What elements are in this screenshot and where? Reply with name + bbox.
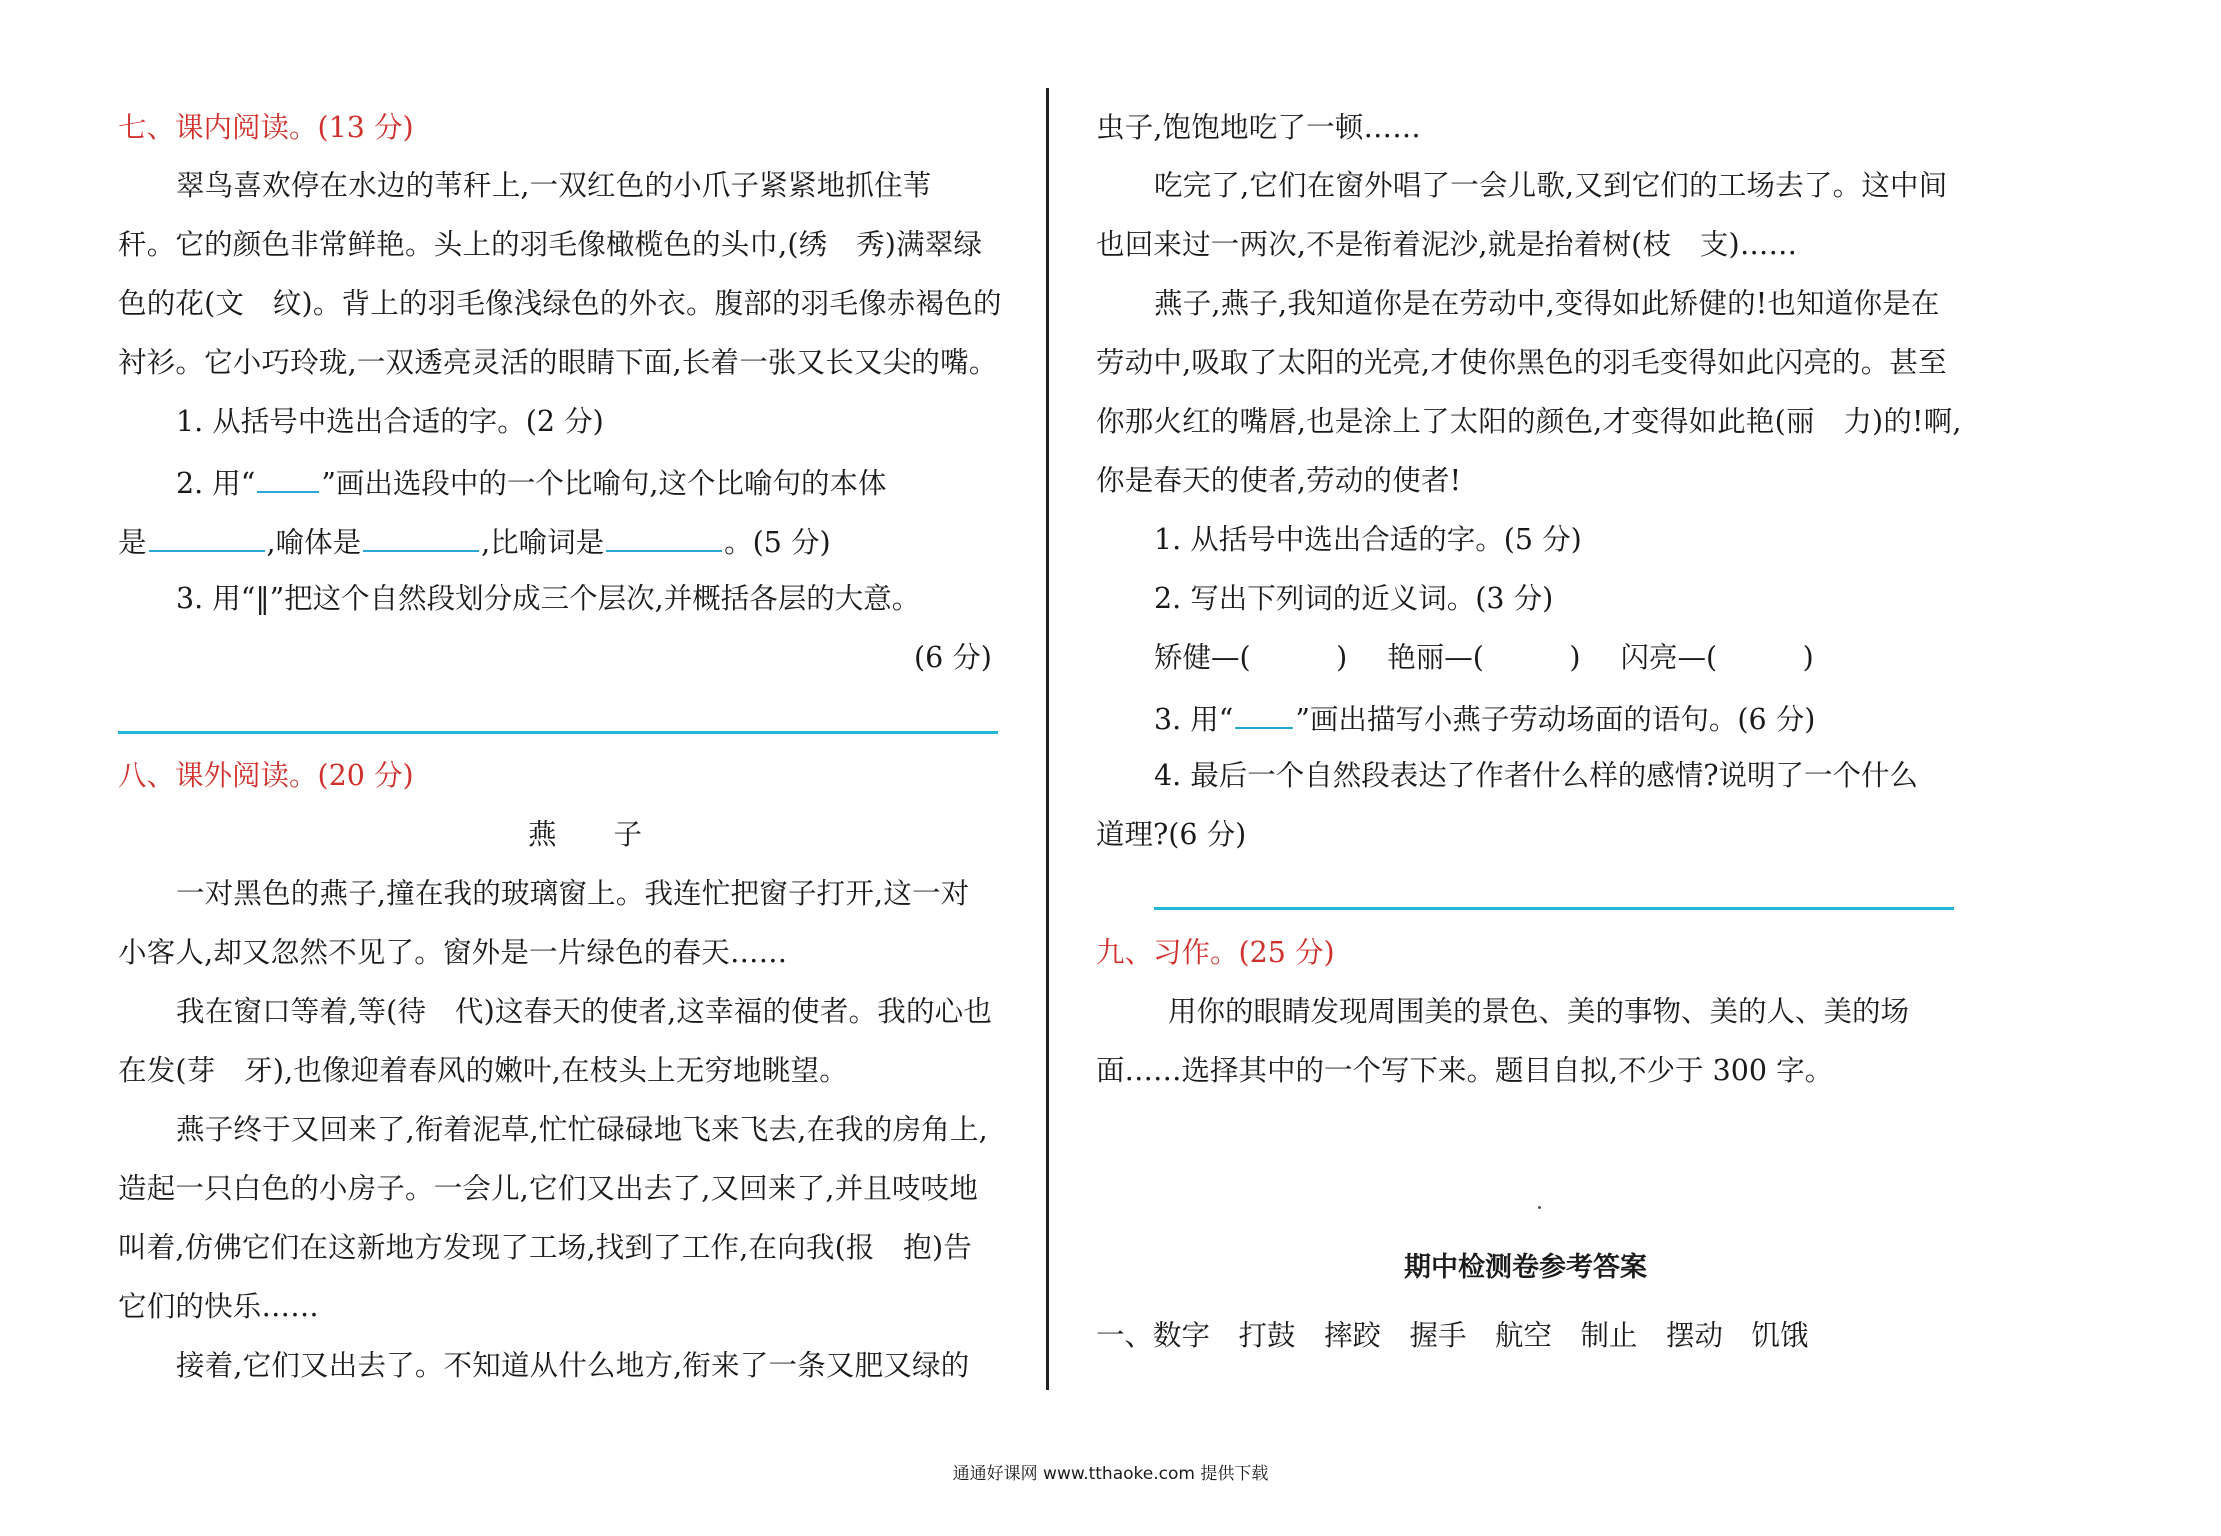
question-3 [1096, 697, 1815, 740]
sec8-line: 一对黑色的燕子,撞在我的玻璃窗上。我连忙把窗子打开,这一对 [176, 877, 970, 910]
answer-key-line: 一、数字 打鼓 摔跤 握手 航空 制止 摆动 饥饿 [1096, 1319, 1809, 1352]
passage-line: 燕子,燕子,我知道你是在劳动中,变得如此矫健的!也知道你是在 [1154, 287, 1940, 320]
synonym-item[interactable]: 闪亮—( ) [1620, 641, 1814, 674]
sec7-question-2 [118, 461, 886, 504]
question-2: 2. 写出下列词的近义词。(3 分) [1154, 582, 1554, 615]
q2-text: 。(5 分) [724, 526, 831, 559]
passage-line: 虫子,饱饱地吃了一顿…… [1096, 111, 1421, 144]
passage-title: 燕 子 [528, 818, 643, 851]
passage-line: 劳动中,吸取了太阳的光亮,才使你黑色的羽毛变得如此闪亮的。甚至 [1096, 346, 1947, 379]
question-4-cont: 道理?(6 分) [1096, 818, 1247, 851]
synonym-item[interactable]: 艳丽—( ) [1387, 641, 1581, 674]
question-1: 1. 从括号中选出合适的字。(5 分) [1154, 523, 1582, 556]
sec8-line: 接着,它们又出去了。不知道从什么地方,衔来了一条又肥又绿的 [176, 1349, 970, 1382]
section-7-heading: 七、课内阅读。(13 分) [118, 111, 414, 144]
section-separator [118, 731, 998, 734]
sec7-paragraph-line: 翠鸟喜欢停在水边的苇秆上,一双红色的小爪子紧紧地抓住苇 [176, 169, 932, 202]
column-divider [1046, 88, 1049, 1390]
section-9-heading: 九、习作。(25 分) [1096, 936, 1335, 969]
sec8-line: 我在窗口等着,等(待 代)这春天的使者,这幸福的使者。我的心也 [176, 995, 993, 1028]
question-4: 4. 最后一个自然段表达了作者什么样的感情?说明了一个什么 [1154, 759, 1919, 792]
q2-text: 是 [118, 526, 147, 559]
sec7-question-3-score: (6 分) [914, 641, 992, 674]
passage-line: 你那火红的嘴唇,也是涂上了太阳的颜色,才变得如此艳(丽 力)的!啊, [1096, 405, 1962, 438]
q2-text: ,比喻词是 [481, 526, 605, 559]
question-2-words [1096, 638, 1814, 678]
sec8-line: 燕子终于又回来了,衔着泥草,忙忙碌碌地飞来飞去,在我的房角上, [176, 1113, 988, 1146]
writing-prompt-line: 面……选择其中的一个写下来。题目自拟,不少于 300 字。 [1096, 1054, 1834, 1087]
sec7-question-3: 3. 用“‖”把这个自然段划分成三个层次,并概括各层的大意。 [176, 582, 921, 615]
stray-dot [1538, 1206, 1541, 1209]
section-8-heading: 八、课外阅读。(20 分) [118, 759, 414, 792]
underline-blank[interactable] [257, 461, 319, 493]
section-separator [1154, 907, 1954, 910]
sec7-paragraph-line: 衬衫。它小巧玲珑,一双透亮灵活的眼睛下面,长着一张又长又尖的嘴。 [118, 346, 998, 379]
sec7-question-1: 1. 从括号中选出合适的字。(2 分) [176, 405, 604, 438]
synonym-item[interactable]: 矫健—( ) [1154, 641, 1348, 674]
sec8-line: 它们的快乐…… [118, 1290, 319, 1323]
passage-line: 吃完了,它们在窗外唱了一会儿歌,又到它们的工场去了。这中间 [1154, 169, 1948, 202]
footer-credit: 通通好课网 www.tthaoke.com 提供下载 [952, 1464, 1269, 1484]
writing-prompt-line: 用你的眼睛发现周围美的景色、美的事物、美的人、美的场 [1168, 995, 1910, 1028]
sec8-line: 叫着,仿佛它们在这新地方发现了工场,找到了工作,在向我(报 抱)告 [118, 1231, 973, 1264]
answer-blank-word[interactable] [606, 520, 722, 552]
answer-blank-vehicle[interactable] [363, 520, 479, 552]
q3-suffix: ”画出描写小燕子劳动场面的语句。(6 分) [1295, 703, 1816, 736]
sec8-line: 在发(芽 牙),也像迎着春风的嫩叶,在枝头上无穷地眺望。 [118, 1054, 848, 1087]
q2-prefix: 2. 用“ [176, 467, 256, 500]
passage-line: 你是春天的使者,劳动的使者! [1096, 464, 1462, 497]
answer-blank-ontology[interactable] [149, 520, 265, 552]
sec7-paragraph-line: 秆。它的颜色非常鲜艳。头上的羽毛像橄榄色的头巾,(绣 秀)满翠绿 [118, 228, 983, 261]
q2-suffix: ”画出选段中的一个比喻句,这个比喻句的本体 [321, 467, 887, 500]
answer-key-title: 期中检测卷参考答案 [1404, 1252, 1647, 1283]
sec7-paragraph-line: 色的花(文 纹)。背上的羽毛像浅绿色的外衣。腹部的羽毛像赤褐色的 [118, 287, 1002, 320]
sec8-line: 小客人,却又忽然不见了。窗外是一片绿色的春天…… [118, 936, 788, 969]
underline-blank[interactable] [1235, 697, 1293, 729]
q3-prefix: 3. 用“ [1154, 703, 1234, 736]
sec7-question-2-blanks [118, 520, 831, 563]
passage-line: 也回来过一两次,不是衔着泥沙,就是抬着树(枝 支)…… [1096, 228, 1798, 261]
q2-text: ,喻体是 [266, 526, 362, 559]
sec8-line: 造起一只白色的小房子。一会儿,它们又出去了,又回来了,并且吱吱地 [118, 1172, 979, 1205]
